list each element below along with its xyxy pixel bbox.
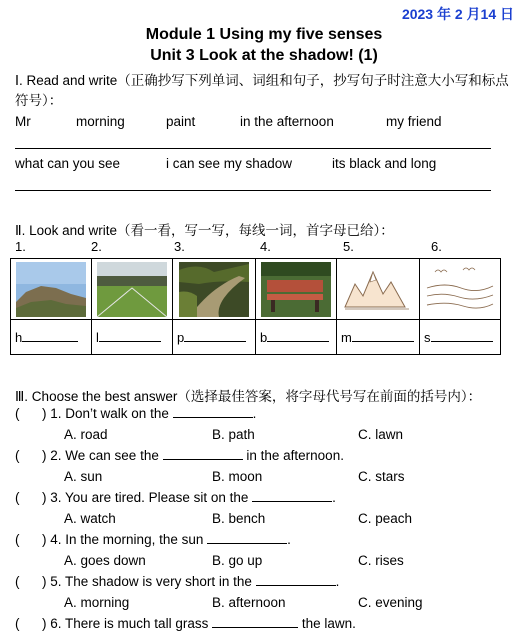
picture-cell bbox=[173, 259, 256, 320]
word-item: Mr bbox=[15, 114, 31, 129]
module-title: Module 1 Using my five senses bbox=[145, 26, 383, 43]
question-1: ( ) 1. Don’t walk on the . bbox=[15, 406, 257, 421]
mountains-drawing bbox=[343, 262, 413, 317]
fill-blank[interactable] bbox=[212, 626, 298, 628]
option[interactable]: A. goes down bbox=[64, 553, 146, 568]
unit-title: Unit 3 Look at the shadow! (1) bbox=[150, 47, 378, 64]
picture-cell bbox=[92, 259, 173, 320]
option[interactable]: B. bench bbox=[212, 511, 266, 526]
field-photo bbox=[97, 262, 167, 317]
picture-number: 3. bbox=[174, 239, 185, 254]
picture-table bbox=[10, 258, 501, 355]
question-2: ( ) 2. We can see the in the afternoon. bbox=[15, 448, 344, 463]
picture-cell bbox=[420, 259, 501, 320]
answer-paren[interactable]: ( ) bbox=[15, 574, 47, 589]
sand-drawing bbox=[425, 262, 495, 317]
word-item: morning bbox=[76, 114, 125, 129]
fill-blank[interactable] bbox=[207, 542, 287, 544]
answer-cell[interactable] bbox=[92, 320, 173, 355]
answer-paren[interactable]: ( ) bbox=[15, 532, 47, 547]
option[interactable]: A. morning bbox=[64, 595, 130, 610]
answer-cell[interactable] bbox=[256, 320, 337, 355]
picture-number: 2. bbox=[91, 239, 102, 254]
word-item: my friend bbox=[386, 114, 442, 129]
question-5: ( ) 5. The shadow is very short in the . bbox=[15, 574, 340, 589]
picture-number: 4. bbox=[260, 239, 271, 254]
option[interactable]: C. evening bbox=[358, 595, 423, 610]
fill-blank[interactable] bbox=[173, 416, 253, 418]
bench-photo bbox=[261, 262, 331, 317]
initial-letter: b bbox=[260, 329, 268, 345]
hill-photo bbox=[16, 262, 86, 317]
answer-paren[interactable]: ( ) bbox=[15, 616, 47, 631]
path-photo bbox=[179, 262, 249, 317]
section2-heading: Ⅱ. Look and write（看一看，写一写，每线一词，首字母已给）： bbox=[15, 223, 394, 238]
picture-cell bbox=[256, 259, 337, 320]
question-3: ( ) 3. You are tired. Please sit on the . bbox=[15, 490, 336, 505]
option[interactable]: B. path bbox=[212, 427, 255, 442]
picture-cell bbox=[337, 259, 420, 320]
option[interactable]: C. lawn bbox=[358, 427, 404, 442]
picture-number: 6. bbox=[431, 239, 442, 254]
date: 2023 年 2 月14 日 bbox=[401, 6, 514, 22]
initial-letter: p bbox=[177, 329, 185, 345]
word-item: in the afternoon bbox=[240, 114, 334, 129]
writing-line[interactable] bbox=[15, 190, 491, 191]
option[interactable]: A. watch bbox=[64, 511, 116, 526]
answer-paren[interactable]: ( ) bbox=[15, 406, 47, 421]
picture-cell bbox=[11, 259, 92, 320]
fill-blank[interactable] bbox=[163, 458, 243, 460]
answer-cell[interactable] bbox=[337, 320, 420, 355]
question-4: ( ) 4. In the morning, the sun . bbox=[15, 532, 291, 547]
section1-heading: Ⅰ. Read and write（正确抄写下列单词、词组和句子，抄写句子时注意大小写和标点符号）： bbox=[15, 73, 509, 108]
initial-letter: l bbox=[96, 329, 99, 345]
phrase-item: what can you see bbox=[15, 156, 121, 171]
phrase-item: its black and long bbox=[332, 156, 437, 171]
option[interactable]: C. stars bbox=[358, 469, 405, 484]
picture-number: 5. bbox=[343, 239, 354, 254]
answer-cell[interactable] bbox=[173, 320, 256, 355]
answer-cell[interactable] bbox=[420, 320, 501, 355]
option[interactable]: C. peach bbox=[358, 511, 413, 526]
option[interactable]: C. rises bbox=[358, 553, 404, 568]
option[interactable]: B. go up bbox=[212, 553, 263, 568]
initial-letter: h bbox=[15, 329, 23, 345]
option[interactable]: B. moon bbox=[212, 469, 263, 484]
option[interactable]: B. afternoon bbox=[212, 595, 286, 610]
initial-letter: s bbox=[424, 329, 431, 345]
option[interactable]: A. sun bbox=[64, 469, 103, 484]
answer-paren[interactable]: ( ) bbox=[15, 490, 47, 505]
phrase-item: i can see my shadow bbox=[166, 156, 293, 171]
option[interactable]: A. road bbox=[64, 427, 108, 442]
answer-paren[interactable]: ( ) bbox=[15, 448, 47, 463]
picture-number: 1. bbox=[15, 239, 26, 254]
answer-cell[interactable] bbox=[11, 320, 92, 355]
fill-blank[interactable] bbox=[256, 584, 336, 586]
initial-letter: m bbox=[341, 329, 352, 345]
word-item: paint bbox=[166, 114, 196, 129]
fill-blank[interactable] bbox=[252, 500, 332, 502]
section3-heading: Ⅲ. Choose the best answer（选择最佳答案，将字母代号写在前面的括号内）： bbox=[15, 389, 482, 404]
writing-line[interactable] bbox=[15, 148, 491, 149]
question-6: ( ) 6. There is much tall grass the lawn. bbox=[15, 616, 356, 631]
